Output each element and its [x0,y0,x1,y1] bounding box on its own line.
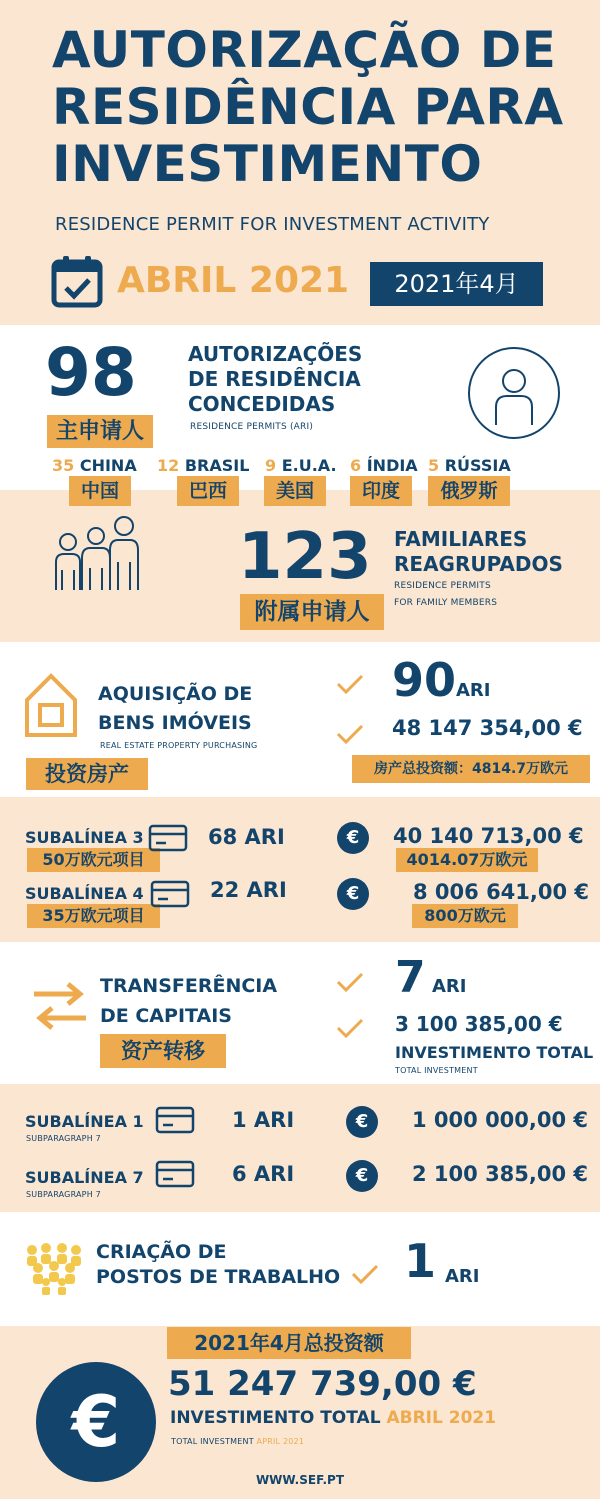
country-russia-name: RÚSSIA [444,456,511,475]
card-icon [155,1160,195,1188]
total-amount: 51 247 739,00 € [168,1364,477,1404]
check-icon [335,672,365,696]
country-china-cn: 中国 [69,476,131,506]
jobs-ari-count: 1 [404,1234,437,1288]
month-cn-badge: 2021年4月 [370,262,543,306]
card-icon [148,824,188,852]
country-india-num: 6 [350,456,362,475]
family-title-line-1: FAMILIARES [394,527,528,551]
card-icon [155,1106,195,1134]
subalinea-4-ari: 22 ARI [210,878,287,902]
header-subtitle: RESIDENCE PERMIT FOR INVESTMENT ACTIVITY [55,214,490,235]
real-estate-subtitle: REAL ESTATE PROPERTY PURCHASING [100,741,258,750]
title-line-2: RESIDÊNCIA PARA [52,78,564,136]
country-brasil-num: 12 [157,456,180,475]
family-sub-line-1: RESIDENCE PERMITS [394,581,491,591]
real-estate-title-line-1: AQUISIÇÃO DE [98,683,253,705]
subalinea-1-amount: 1 000 000,00 € [412,1108,589,1132]
check-icon [335,722,365,746]
subalinea-7-amount: 2 100 385,00 € [412,1162,589,1186]
subalinea-7-ari: 6 ARI [232,1162,295,1186]
euro-icon: € [346,1160,378,1192]
permits-subtitle: RESIDENCE PERMITS (ARI) [190,422,314,432]
check-icon [350,1262,380,1286]
total-sub [171,1437,304,1446]
family-sub-line-2: FOR FAMILY MEMBERS [394,598,498,608]
country-russia [428,456,511,475]
real-estate-ari-count: 90 [392,653,457,707]
country-china [52,456,137,475]
total-sub-text: TOTAL INVESTMENT [171,1437,254,1446]
subalinea-1-sub: SUBPARAGRAPH 7 [26,1134,101,1143]
real-estate-cn: 投资房产 [26,758,148,790]
real-estate-amount: 48 147 354,00 € [392,716,583,740]
check-icon [335,1016,365,1040]
capital-ari-label: ARI [432,976,467,997]
subalinea-4-amount: 8 006 641,00 € [413,880,590,904]
total-label-month: ABRIL 2021 [386,1408,497,1428]
country-brasil [157,456,249,475]
permits-title-line-2: DE RESIDÊNCIA [188,367,361,391]
euro-icon: € [346,1106,378,1138]
jobs-title-line-1: CRIAÇÃO DE [96,1241,227,1263]
capital-total-label: INVESTIMENTO TOTAL [395,1043,594,1062]
total-label [170,1408,496,1428]
country-china-name: CHINA [79,456,137,475]
family-count-cn: 附属申请人 [240,594,384,630]
country-brasil-cn: 巴西 [177,476,239,506]
permits-count: 98 [45,334,137,411]
jobs-title-line-2: POSTOS DE TRABALHO [96,1266,341,1288]
real-estate-amount-cn: 房产总投资额：4814.7万欧元 [352,755,590,783]
house-icon [24,672,78,738]
country-china-num: 35 [52,456,75,475]
country-india [350,456,418,475]
people-group-icon [22,1240,86,1296]
subalinea-3-ari: 68 ARI [208,825,285,849]
capital-amount: 3 100 385,00 € [395,1012,563,1036]
capital-ari-count: 7 [395,952,426,1003]
card-icon [150,880,190,908]
subalinea-3-label: SUBALÍNEA 3 [25,828,144,847]
subalinea-7-sub: SUBPARAGRAPH 7 [26,1190,101,1199]
euro-icon: € [337,822,369,854]
check-icon [335,970,365,994]
country-brasil-name: BRASIL [184,456,250,475]
country-usa-cn: 美国 [264,476,326,506]
euro-icon: € [337,878,369,910]
subalinea-3-amount: 40 140 713,00 € [393,824,584,848]
footer-url[interactable]: WWW.SEF.PT [255,1473,345,1487]
subalinea-4-amount-cn: 800万欧元 [412,904,518,928]
family-icon [48,512,146,592]
title-line-1: AUTORIZAÇÃO DE [52,21,557,79]
transfer-arrows-icon [30,978,90,1034]
family-title-line-2: REAGRUPADOS [394,552,563,576]
country-india-cn: 印度 [350,476,412,506]
calendar-icon [50,254,105,309]
total-cn: 2021年4月总投资额 [167,1327,411,1359]
subalinea-3-amount-cn: 4014.07万欧元 [396,848,538,872]
jobs-ari-label: ARI [445,1266,480,1287]
real-estate-ari-label: ARI [456,680,491,701]
month-label: ABRIL 2021 [117,260,350,301]
title-line-3: INVESTIMENTO [52,135,483,193]
subalinea-4-label: SUBALÍNEA 4 [25,884,144,903]
subalinea-7-label: SUBALÍNEA 7 [25,1168,144,1187]
capital-cn: 资产转移 [100,1034,226,1068]
total-sub-month: APRIL 2021 [256,1437,305,1446]
person-icon [466,345,562,441]
capital-total-sub: TOTAL INVESTMENT [395,1066,478,1075]
capital-title-line-2: DE CAPITAIS [100,1005,232,1027]
country-russia-cn: 俄罗斯 [428,476,510,506]
family-count: 123 [238,520,372,594]
permits-count-cn: 主申请人 [47,415,153,448]
country-usa-num: 9 [265,456,277,475]
subalinea-1-ari: 1 ARI [232,1108,295,1132]
capital-title-line-1: TRANSFERÊNCIA [100,975,278,997]
subalinea-1-label: SUBALÍNEA 1 [25,1112,144,1131]
total-euro-icon: € [36,1362,156,1482]
country-india-name: ÍNDIA [366,456,418,475]
real-estate-title-line-2: BENS IMÓVEIS [98,712,252,734]
permits-title-line-3: CONCEDIDAS [188,392,336,416]
country-russia-num: 5 [428,456,440,475]
country-usa-name: E.U.A. [281,456,337,475]
permits-title-line-1: AUTORIZAÇÕES [188,342,363,366]
subalinea-4-cn: 35万欧元项目 [27,904,160,928]
total-label-text: INVESTIMENTO TOTAL [170,1408,381,1428]
country-usa [265,456,337,475]
subalinea-3-cn: 50万欧元项目 [27,848,160,872]
